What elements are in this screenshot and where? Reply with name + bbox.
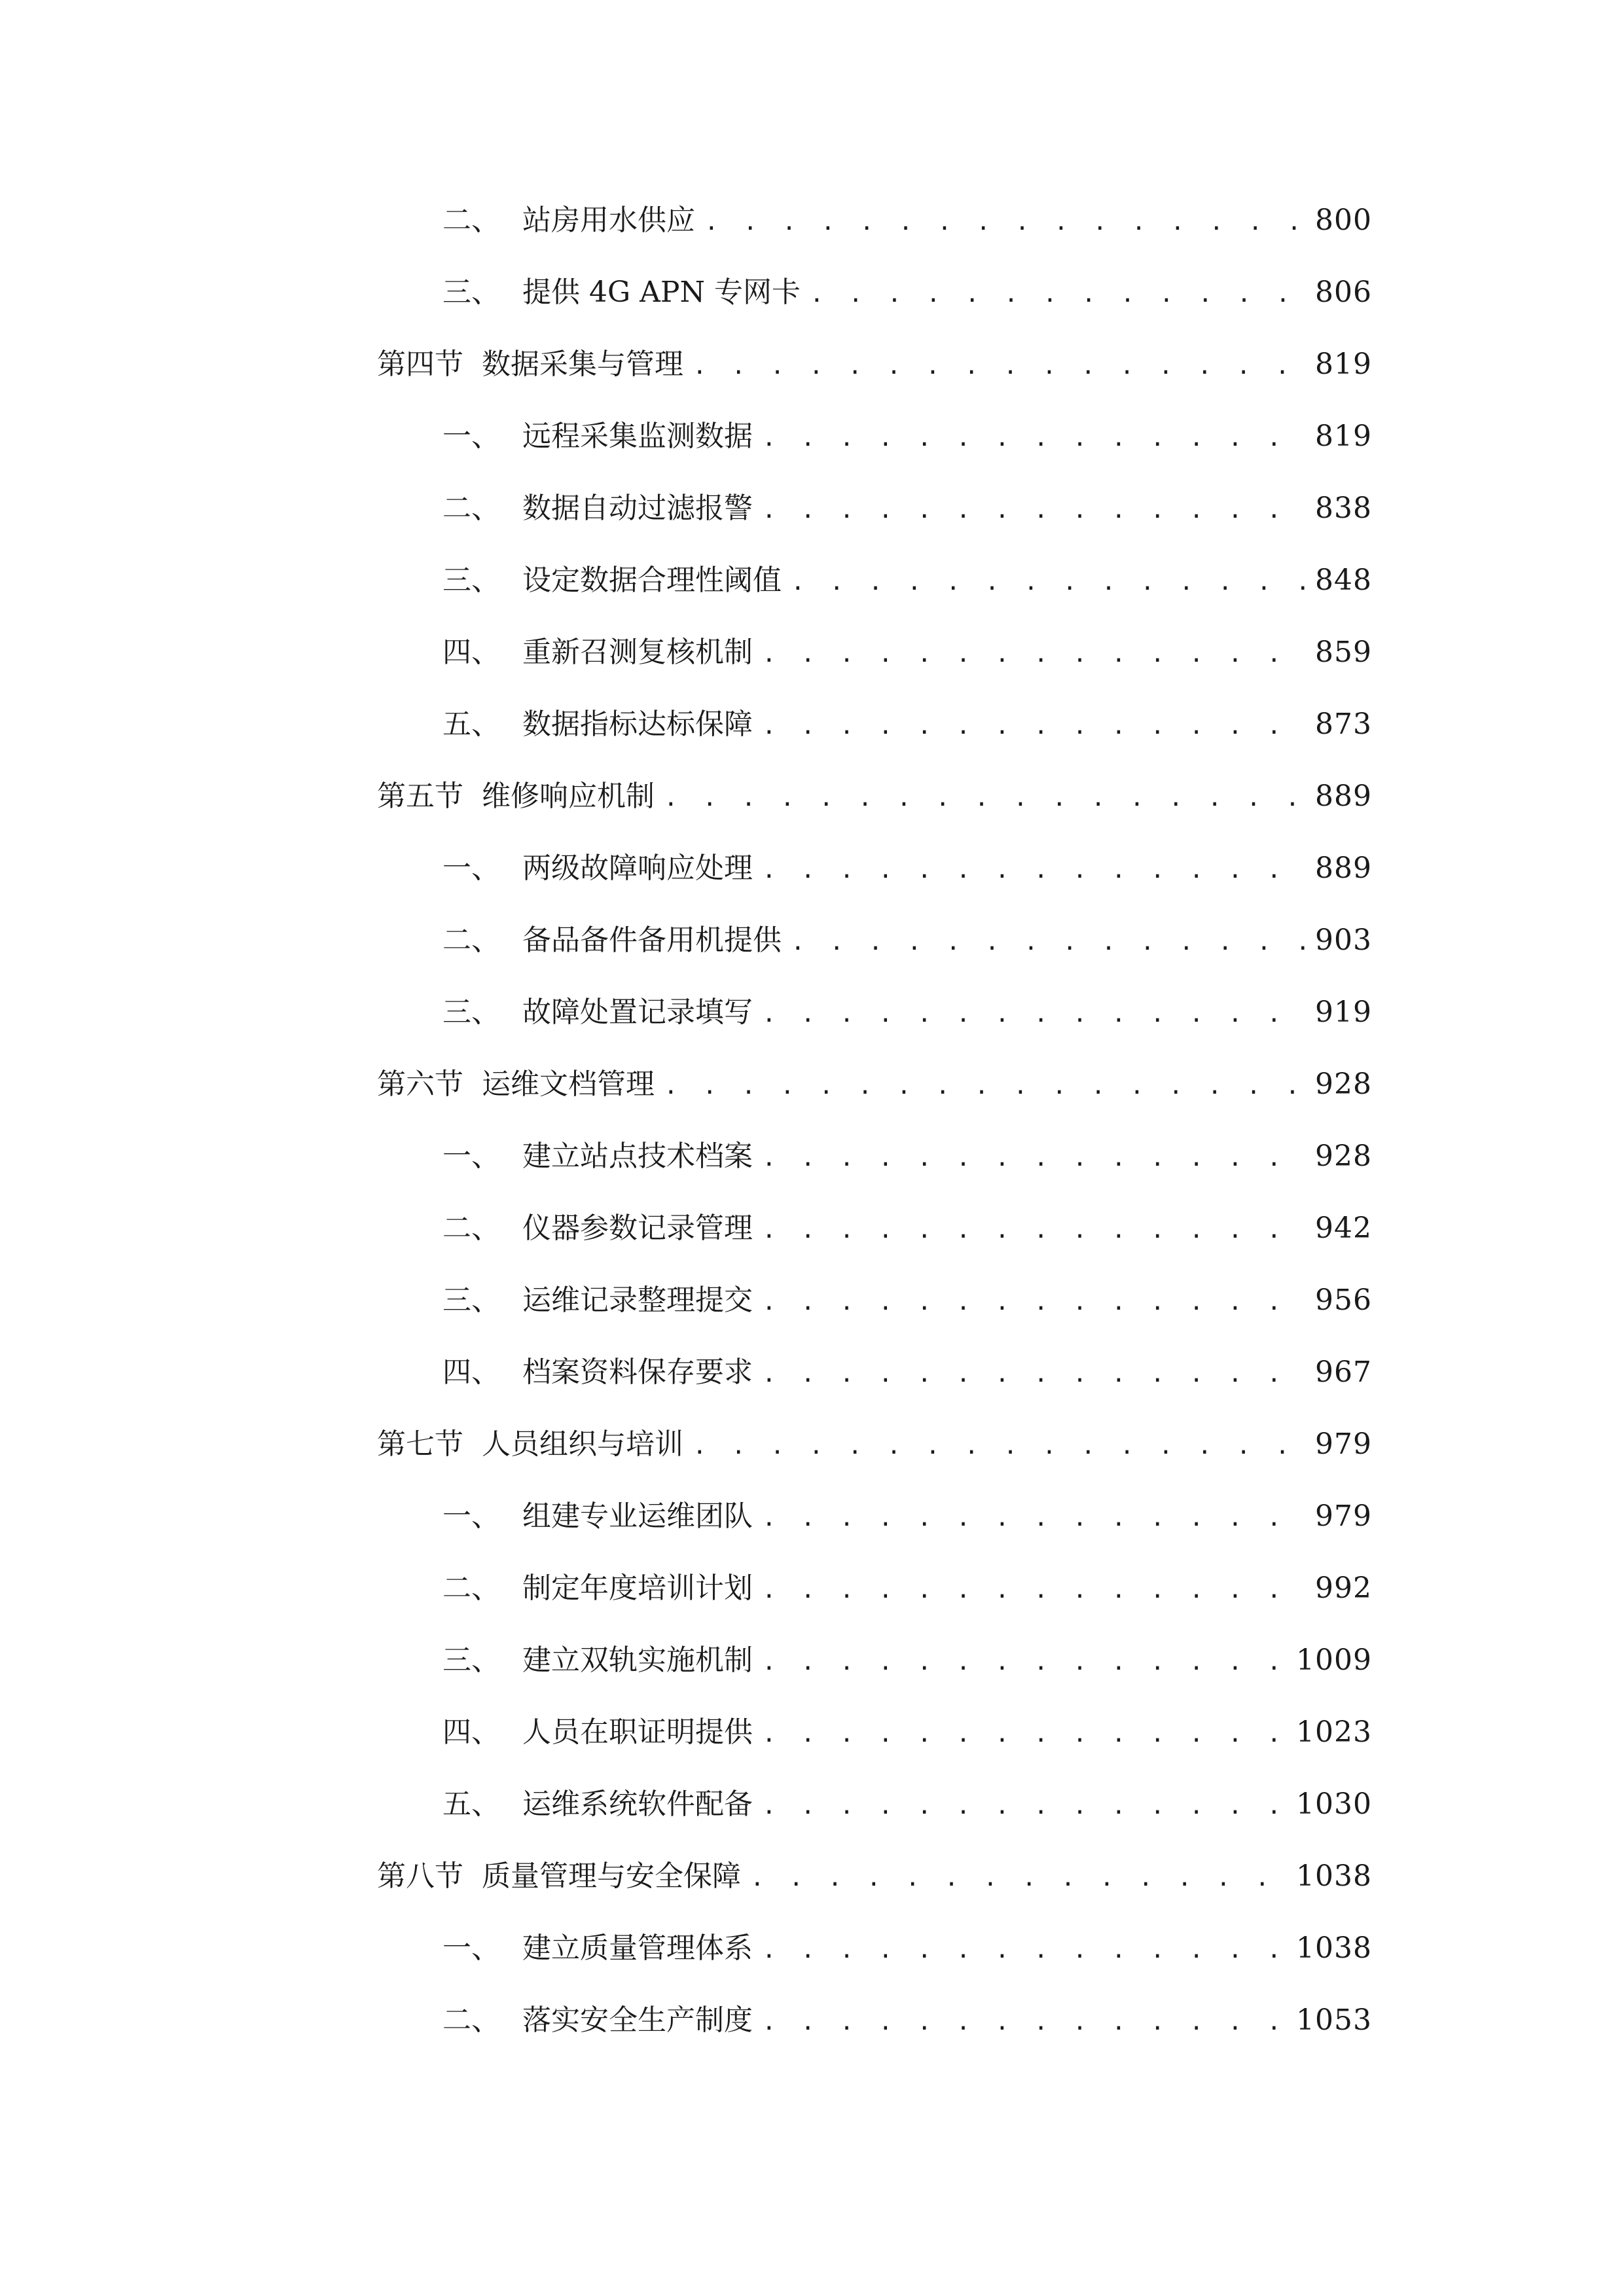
toc-entry-page: 848 bbox=[1315, 564, 1372, 597]
toc-entry-page: 819 bbox=[1315, 420, 1372, 453]
toc-section-number: 第四节 bbox=[377, 348, 463, 381]
toc-entry-title: 建立站点技术档案 bbox=[522, 1139, 753, 1173]
toc-entry[interactable] bbox=[377, 198, 1372, 270]
toc-entry[interactable] bbox=[377, 486, 1372, 558]
toc-dot-leader bbox=[791, 920, 1306, 965]
toc-entry-title: 人员在职证明提供 bbox=[522, 1715, 753, 1749]
toc-dot-leader bbox=[762, 1496, 1306, 1541]
toc-entry-page: 956 bbox=[1315, 1283, 1372, 1317]
toc-dot-leader bbox=[762, 1784, 1287, 1829]
toc-dot-leader bbox=[762, 1352, 1306, 1397]
toc-dot-leader bbox=[664, 1064, 1306, 1109]
toc-entry-title: 提供 4G APN 专网卡 bbox=[522, 276, 801, 309]
toc-entry[interactable] bbox=[377, 414, 1372, 486]
toc-entry-page: 1009 bbox=[1296, 1643, 1372, 1677]
toc-entry-title: 落实安全生产制度 bbox=[522, 2003, 753, 2037]
toc-entry-page: 919 bbox=[1315, 996, 1372, 1029]
toc-entry-page: 1053 bbox=[1296, 2003, 1372, 2037]
toc-entry[interactable] bbox=[377, 1134, 1372, 1206]
toc-entry[interactable] bbox=[377, 1638, 1372, 1710]
toc-dot-leader bbox=[762, 1928, 1287, 1973]
toc-dot-leader bbox=[791, 560, 1306, 605]
toc-entry[interactable] bbox=[377, 1206, 1372, 1278]
toc-dot-leader bbox=[762, 704, 1306, 749]
toc-section-heading[interactable] bbox=[377, 774, 1372, 846]
toc-entry-title: 远程采集监测数据 bbox=[522, 420, 753, 453]
toc-entry-page: 1038 bbox=[1296, 1931, 1372, 1965]
toc-entry-number: 二、 bbox=[442, 1211, 500, 1245]
toc-section-page: 819 bbox=[1315, 348, 1372, 381]
toc-entry-number: 三、 bbox=[442, 276, 500, 309]
toc-entry-number: 一、 bbox=[442, 852, 500, 885]
toc-entry-title: 组建专业运维团队 bbox=[522, 1499, 753, 1533]
toc-dot-leader bbox=[704, 200, 1306, 245]
toc-entry-number: 二、 bbox=[442, 924, 500, 957]
toc-section-title: 维修响应机制 bbox=[482, 780, 655, 813]
toc-entry-page: 873 bbox=[1315, 708, 1372, 741]
toc-section-title: 质量管理与安全保障 bbox=[482, 1859, 741, 1893]
toc-entry[interactable] bbox=[377, 558, 1372, 630]
toc-entry-number: 一、 bbox=[442, 420, 500, 453]
toc-dot-leader bbox=[762, 488, 1306, 533]
toc-dot-leader bbox=[762, 1208, 1306, 1253]
toc-entry-number: 三、 bbox=[442, 1283, 500, 1317]
toc-entry-number: 五、 bbox=[442, 1787, 500, 1821]
toc-entry-title: 两级故障响应处理 bbox=[522, 852, 753, 885]
toc-section-heading[interactable] bbox=[377, 1854, 1372, 1926]
toc-entry-title: 站房用水供应 bbox=[522, 204, 695, 237]
toc-entry-number: 二、 bbox=[442, 1571, 500, 1605]
toc-entry-number: 一、 bbox=[442, 1139, 500, 1173]
toc-dot-leader bbox=[762, 1640, 1287, 1685]
toc-entry-page: 806 bbox=[1315, 276, 1372, 309]
toc-dot-leader bbox=[762, 1280, 1306, 1325]
toc-section-number: 第七节 bbox=[377, 1427, 463, 1461]
toc-entry-page: 942 bbox=[1315, 1211, 1372, 1245]
toc-section-page: 928 bbox=[1315, 1067, 1372, 1101]
toc-section-heading[interactable] bbox=[377, 1422, 1372, 1494]
toc-dot-leader bbox=[762, 848, 1306, 893]
toc-section-heading[interactable] bbox=[377, 342, 1372, 414]
toc-entry-page: 1030 bbox=[1296, 1787, 1372, 1821]
toc-entry-page: 1023 bbox=[1296, 1715, 1372, 1749]
toc-section-title: 数据采集与管理 bbox=[482, 348, 683, 381]
toc-entry-number: 二、 bbox=[442, 492, 500, 525]
toc-entry[interactable] bbox=[377, 918, 1372, 990]
toc-entry-number: 四、 bbox=[442, 1715, 500, 1749]
toc-dot-leader bbox=[762, 2000, 1287, 2045]
toc-entry-title: 仪器参数记录管理 bbox=[522, 1211, 753, 1245]
toc-entry-page: 859 bbox=[1315, 636, 1372, 669]
toc-entry-title: 档案资料保存要求 bbox=[522, 1355, 753, 1389]
toc-dot-leader bbox=[762, 416, 1306, 461]
toc-entry-page: 928 bbox=[1315, 1139, 1372, 1173]
toc-dot-leader bbox=[762, 1568, 1306, 1613]
toc-entry-number: 三、 bbox=[442, 996, 500, 1029]
toc-entry-title: 建立质量管理体系 bbox=[522, 1931, 753, 1965]
toc-entry-page: 838 bbox=[1315, 492, 1372, 525]
toc-entry[interactable] bbox=[377, 1782, 1372, 1854]
toc-dot-leader bbox=[664, 776, 1306, 821]
toc-entry-title: 备品备件备用机提供 bbox=[522, 924, 782, 957]
toc-entry[interactable] bbox=[377, 1998, 1372, 2070]
toc-section-number: 第八节 bbox=[377, 1859, 463, 1893]
toc-entry-page: 903 bbox=[1315, 924, 1372, 957]
toc-entry-number: 三、 bbox=[442, 1643, 500, 1677]
toc-entry[interactable] bbox=[377, 630, 1372, 702]
toc-entry-title: 制定年度培训计划 bbox=[522, 1571, 753, 1605]
toc-entry[interactable] bbox=[377, 846, 1372, 918]
toc-dot-leader bbox=[762, 992, 1306, 1037]
toc-entry[interactable] bbox=[377, 1278, 1372, 1350]
toc-entry-title: 设定数据合理性阈值 bbox=[522, 564, 782, 597]
toc-entry-page: 979 bbox=[1315, 1499, 1372, 1533]
toc-section-page: 979 bbox=[1315, 1427, 1372, 1461]
toc-entry-page: 889 bbox=[1315, 852, 1372, 885]
toc-entry-page: 800 bbox=[1315, 204, 1372, 237]
toc-entry[interactable] bbox=[377, 1710, 1372, 1782]
toc-entry-number: 三、 bbox=[442, 564, 500, 597]
toc-section-page: 889 bbox=[1315, 780, 1372, 813]
toc-entry-title: 数据指标达标保障 bbox=[522, 708, 753, 741]
toc-dot-leader bbox=[693, 344, 1306, 389]
toc-dot-leader bbox=[762, 632, 1306, 677]
toc-entry-title: 建立双轨实施机制 bbox=[522, 1643, 753, 1677]
toc-entry-title: 运维记录整理提交 bbox=[522, 1283, 753, 1317]
toc-section-heading[interactable] bbox=[377, 1062, 1372, 1134]
toc-dot-leader bbox=[693, 1424, 1306, 1469]
toc-entry-title: 运维系统软件配备 bbox=[522, 1787, 753, 1821]
toc-section-number: 第五节 bbox=[377, 780, 463, 813]
toc-dot-leader bbox=[810, 272, 1306, 317]
toc-entry-number: 一、 bbox=[442, 1931, 500, 1965]
toc-dot-leader bbox=[762, 1712, 1287, 1757]
table-of-contents bbox=[377, 198, 1372, 2070]
toc-entry[interactable] bbox=[377, 1350, 1372, 1422]
toc-entry-number: 二、 bbox=[442, 2003, 500, 2037]
toc-entry[interactable] bbox=[377, 1494, 1372, 1566]
toc-entry-number: 四、 bbox=[442, 1355, 500, 1389]
toc-entry[interactable] bbox=[377, 1566, 1372, 1638]
toc-dot-leader bbox=[750, 1856, 1287, 1901]
toc-entry-number: 四、 bbox=[442, 636, 500, 669]
toc-entry[interactable] bbox=[377, 990, 1372, 1062]
toc-entry[interactable] bbox=[377, 702, 1372, 774]
toc-entry[interactable] bbox=[377, 1926, 1372, 1998]
toc-dot-leader bbox=[762, 1136, 1306, 1181]
toc-entry-page: 967 bbox=[1315, 1355, 1372, 1389]
toc-section-title: 人员组织与培训 bbox=[482, 1427, 683, 1461]
toc-entry-page: 992 bbox=[1315, 1571, 1372, 1605]
toc-entry-title: 重新召测复核机制 bbox=[522, 636, 753, 669]
toc-entry-title: 故障处置记录填写 bbox=[522, 996, 753, 1029]
toc-entry-number: 五、 bbox=[442, 708, 500, 741]
toc-section-title: 运维文档管理 bbox=[482, 1067, 655, 1101]
toc-entry-title: 数据自动过滤报警 bbox=[522, 492, 753, 525]
toc-entry[interactable] bbox=[377, 270, 1372, 342]
toc-section-page: 1038 bbox=[1296, 1859, 1372, 1893]
toc-entry-number: 一、 bbox=[442, 1499, 500, 1533]
toc-section-number: 第六节 bbox=[377, 1067, 463, 1101]
toc-entry-number: 二、 bbox=[442, 204, 500, 237]
